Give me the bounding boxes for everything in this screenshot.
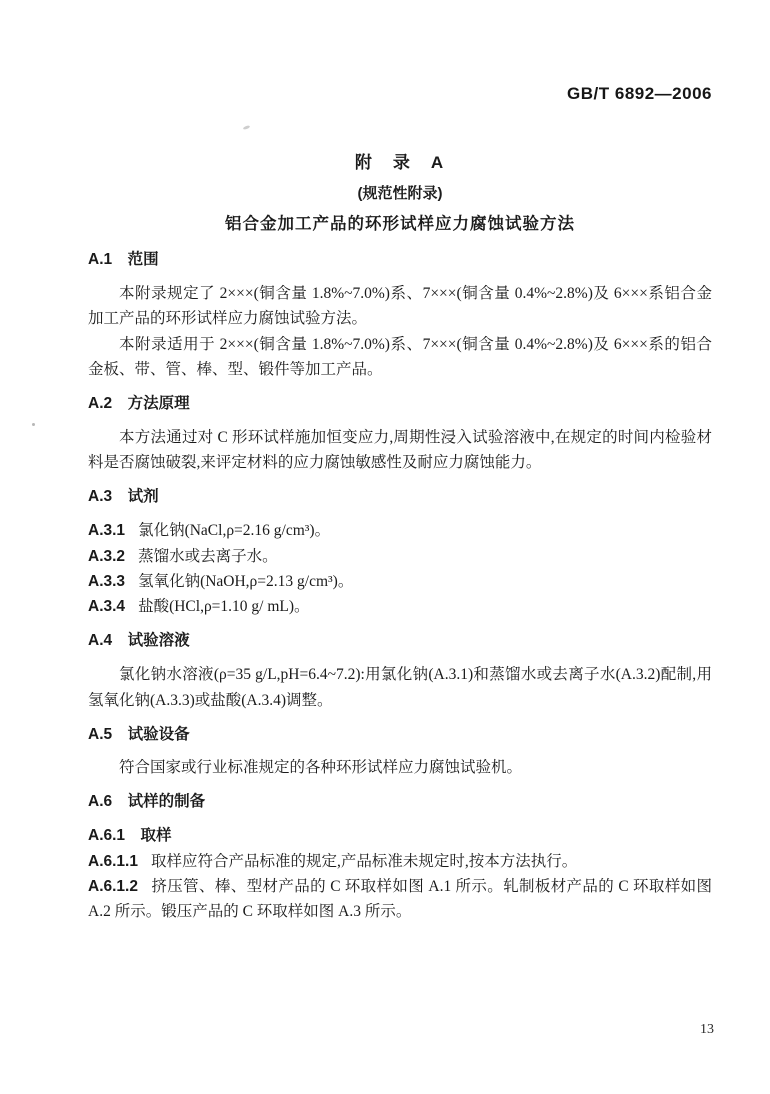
section-heading-a6: A.6 试样的制备	[88, 793, 206, 811]
clause-text: 挤压管、棒、型材产品的 C 环取样如图 A.1 所示。轧制板材产品的 C 环取样如图 A.2 所示。锻压产品的 C 环取样如图 A.3 所示。	[88, 878, 712, 921]
clause-number: A.6.1.1	[88, 852, 138, 870]
paragraph-a1-2: 本附录适用于 2×××(铜含量 1.8%~7.0%)系、7×××(铜含量 0.4%~2.8%)及 6×××系的铝合金板、带、管、棒、型、锻件等加工产品。	[88, 335, 712, 379]
appendix-type: (规范性附录)	[357, 185, 443, 202]
standard-number: GB/T 6892—2006	[567, 84, 712, 103]
document-body	[88, 247, 712, 925]
clause-a3-1	[88, 518, 712, 543]
clause-a6-1-2	[88, 874, 712, 925]
paragraph-a5-1: 符合国家或行业标准规定的各种环形试样应力腐蚀试验机。	[119, 759, 523, 777]
clause-a3-4	[88, 594, 712, 619]
page-number: 13	[700, 1022, 714, 1037]
clause-text: 蒸馏水或去离子水。	[138, 547, 278, 565]
scan-speck	[243, 125, 251, 130]
clause-number: A.3.3	[88, 572, 126, 590]
section-heading-a2: A.2 方法原理	[88, 395, 190, 413]
clause-text: 氢氧化钠(NaOH,ρ=2.13 g/cm³)。	[138, 572, 354, 590]
clause-number: A.3.1	[88, 522, 126, 540]
appendix-subject: 铝合金加工产品的环形试样应力腐蚀试验方法	[225, 215, 575, 233]
scan-speck	[32, 423, 35, 426]
paragraph-a1-1: 本附录规定了 2×××(铜含量 1.8%~7.0%)系、7×××(铜含量 0.4%~2.8%)及 6×××系铝合金加工产品的环形试样应力腐蚀试验方法。	[88, 284, 712, 328]
clause-a3-3	[88, 569, 712, 594]
section-heading-a5: A.5 试验设备	[88, 725, 190, 743]
clause-a3-2	[88, 544, 712, 569]
clause-text: 氯化钠(NaCl,ρ=2.16 g/cm³)。	[138, 522, 331, 540]
section-heading-a4: A.4 试验溶液	[88, 632, 190, 650]
appendix-label: 附 录 A	[354, 153, 446, 172]
clause-number: A.3.4	[88, 598, 126, 616]
clause-text: 盐酸(HCl,ρ=1.10 g/ mL)。	[138, 598, 310, 616]
clause-a6-1-1	[88, 849, 712, 874]
section-heading-a3: A.3 试剂	[88, 488, 159, 506]
section-heading-a1: A.1 范围	[88, 251, 159, 268]
paragraph-a2-1: 本方法通过对 C 形环试样施加恒变应力,周期性浸入试验溶液中,在规定的时间内检验材料是否腐蚀破裂,来评定材料的应力腐蚀敏感性及耐应力腐蚀能力。	[88, 428, 712, 472]
clause-number: A.3.2	[88, 547, 126, 565]
paragraph-a4-1: 氯化钠水溶液(ρ=35 g/L,pH=6.4~7.2):用氯化钠(A.3.1)和蒸馏水或去离子水(A.3.2)配制,用氢氧化钠(A.3.3)或盐酸(A.3.4)调整。	[88, 666, 712, 709]
clause-text: 取样应符合产品标准的规定,产品标准未规定时,按本方法执行。	[150, 852, 578, 870]
appendix-title-block	[88, 148, 712, 234]
section-heading-a6-1: A.6.1 取样	[88, 827, 172, 845]
clause-number: A.6.1.2	[88, 878, 138, 896]
